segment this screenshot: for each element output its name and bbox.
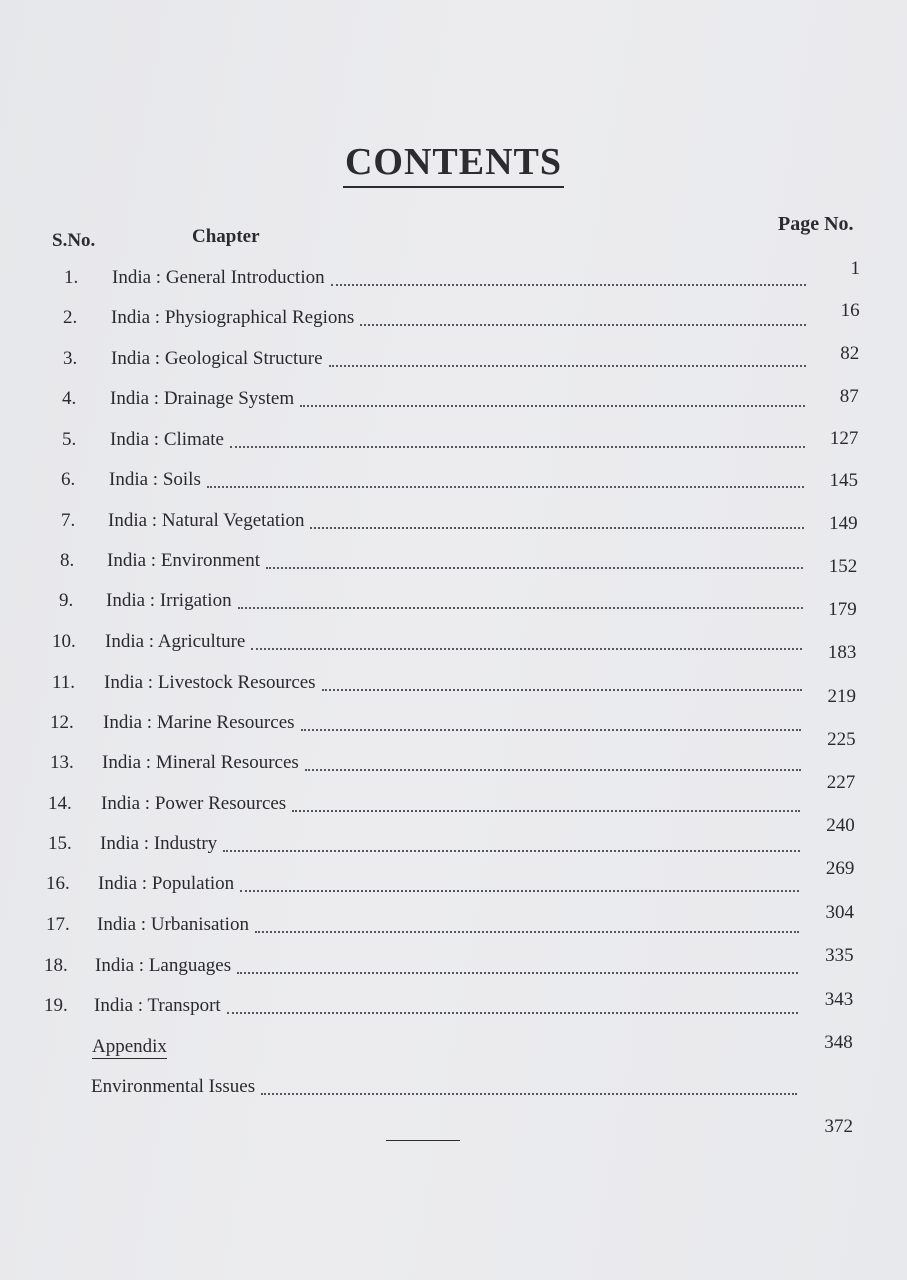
- entry-page-number: 219: [827, 686, 856, 707]
- entry-number: 13.: [50, 752, 74, 773]
- chapter-header: Chapter: [192, 226, 260, 247]
- entry-page-number: 1: [850, 258, 860, 279]
- entry-number: 18.: [44, 955, 68, 976]
- appendix-page-number: 372: [824, 1116, 853, 1137]
- toc-entry: [0, 750, 907, 776]
- entry-number: 3.: [63, 348, 78, 369]
- entry-chapter-title: India : Natural Vegetation: [108, 510, 305, 531]
- entry-number: 16.: [46, 873, 70, 894]
- entry-chapter-title: India : Soils: [109, 469, 201, 490]
- entry-chapter-title: India : Geological Structure: [111, 348, 323, 369]
- entry-number: 11.: [52, 672, 76, 693]
- entry-page-number: 82: [840, 343, 860, 364]
- entry-page-number: 183: [827, 642, 857, 663]
- entry-page-number: 225: [827, 729, 856, 750]
- dot-leader: [240, 890, 799, 892]
- entry-number: 7.: [61, 510, 76, 531]
- end-rule: [386, 1140, 460, 1141]
- entry-number: 14.: [48, 793, 72, 814]
- entry-number: 5.: [62, 429, 77, 450]
- page-title: CONTENTS: [0, 140, 907, 188]
- entry-page-number: 127: [829, 428, 859, 449]
- page-no-header: Page No.: [778, 213, 854, 235]
- entry-chapter-title: India : General Introduction: [112, 267, 325, 288]
- toc-entry: [0, 710, 907, 736]
- entry-number: 6.: [61, 469, 76, 490]
- entry-chapter-title: India : Languages: [95, 955, 232, 976]
- appendix-entry: [0, 1074, 907, 1100]
- toc-entry: [0, 912, 907, 938]
- toc-entry: [0, 305, 907, 331]
- entry-page-number: 149: [829, 513, 858, 534]
- entry-page-number: 145: [829, 470, 858, 491]
- entry-chapter-title: India : Industry: [100, 833, 218, 854]
- entry-chapter-title: India : Marine Resources: [103, 712, 295, 733]
- dot-leader: [223, 850, 800, 852]
- dot-leader: [329, 365, 806, 367]
- dot-leader: [255, 931, 799, 933]
- entry-number: 1.: [64, 267, 79, 288]
- entry-number: 12.: [50, 712, 74, 733]
- dot-leader: [305, 769, 801, 771]
- dot-leader: [331, 284, 806, 286]
- toc-entry: [0, 670, 907, 696]
- dot-leader: [266, 567, 803, 569]
- entry-chapter-title: India : Livestock Resources: [104, 672, 316, 693]
- dot-leader: [261, 1093, 797, 1095]
- entry-page-number: 152: [828, 556, 858, 577]
- entry-chapter-title: India : Agriculture: [105, 631, 246, 652]
- entry-chapter-title: India : Population: [98, 873, 235, 894]
- toc-entry: [0, 467, 907, 493]
- toc-entry: [0, 791, 907, 817]
- dot-leader: [230, 446, 805, 448]
- entry-page-number: 335: [825, 945, 854, 966]
- dot-leader: [251, 648, 802, 650]
- dot-leader: [360, 324, 806, 326]
- dot-leader: [207, 486, 804, 488]
- dot-leader: [300, 405, 805, 407]
- entry-chapter-title: India : Environment: [107, 550, 261, 571]
- entry-page-number: 304: [825, 902, 854, 923]
- entry-page-number: 87: [839, 386, 859, 407]
- toc-entry: [0, 953, 907, 979]
- toc-entry: [0, 831, 907, 857]
- entry-number: 17.: [46, 914, 70, 935]
- appendix-heading: Appendix: [92, 1036, 167, 1057]
- entry-page-number: 16: [840, 300, 860, 321]
- toc-entry: [0, 508, 907, 534]
- toc-entry: [0, 871, 907, 897]
- entry-page-number: 240: [826, 815, 855, 836]
- toc-entry: [0, 548, 907, 574]
- toc-entry: [0, 629, 907, 655]
- entry-chapter-title: India : Climate: [110, 429, 224, 450]
- entry-page-number: 348: [824, 1032, 853, 1053]
- toc-entry: [0, 588, 907, 614]
- entry-number: 9.: [59, 590, 74, 611]
- entry-chapter-title: India : Drainage System: [110, 388, 295, 409]
- dot-leader: [310, 527, 804, 529]
- dot-leader: [227, 1012, 798, 1014]
- toc-entry: [0, 346, 907, 372]
- dot-leader: [237, 972, 798, 974]
- dot-leader: [292, 810, 800, 812]
- toc-entry: [0, 993, 907, 1019]
- entry-number: 10.: [52, 631, 76, 652]
- dot-leader: [238, 607, 803, 609]
- sno-header: S.No.: [52, 230, 96, 251]
- entry-page-number: 179: [828, 599, 857, 620]
- dot-leader: [301, 729, 801, 731]
- entry-page-number: 269: [825, 858, 855, 879]
- toc-entry: [0, 265, 907, 291]
- entry-page-number: 343: [824, 989, 854, 1010]
- entry-page-number: 227: [826, 772, 856, 793]
- entry-number: 4.: [62, 388, 77, 409]
- entry-number: 2.: [63, 307, 78, 328]
- appendix-entry-title: Environmental Issues: [91, 1076, 256, 1097]
- entry-number: 8.: [60, 550, 75, 571]
- toc-entry: [0, 427, 907, 453]
- entry-number: 19.: [44, 995, 68, 1016]
- entry-chapter-title: India : Irrigation: [106, 590, 232, 611]
- entry-chapter-title: India : Power Resources: [101, 793, 287, 814]
- entry-number: 15.: [48, 833, 72, 854]
- dot-leader: [322, 689, 802, 691]
- toc-entry: [0, 386, 907, 412]
- entry-chapter-title: India : Mineral Resources: [102, 752, 299, 773]
- entry-chapter-title: India : Urbanisation: [97, 914, 249, 935]
- entry-chapter-title: India : Physiographical Regions: [111, 307, 355, 328]
- entry-chapter-title: India : Transport: [94, 995, 221, 1016]
